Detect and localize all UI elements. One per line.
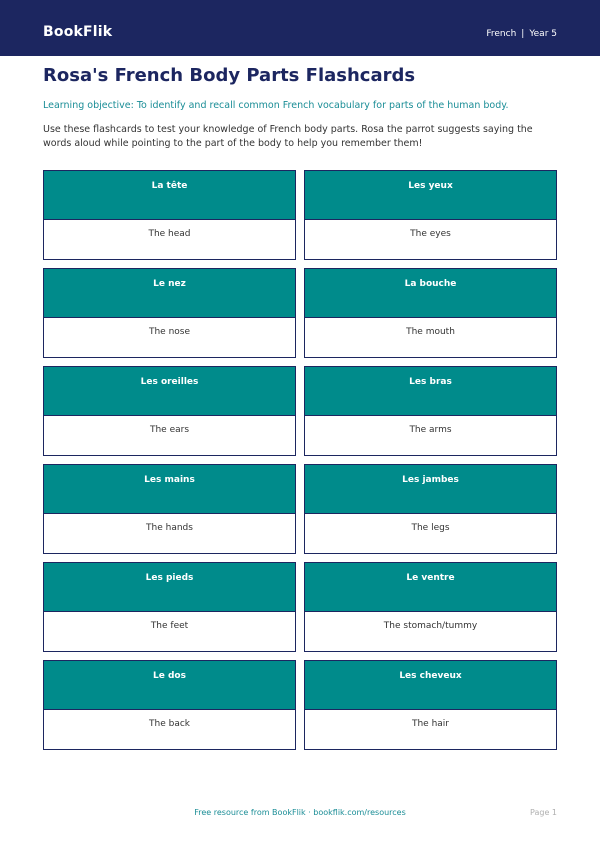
flashcard-french: Les mains [44, 465, 295, 514]
flashcard-french: La tête [44, 171, 295, 220]
year-label: Year 5 [529, 29, 557, 39]
flashcard [43, 366, 296, 456]
flashcard [304, 660, 557, 750]
flashcard-english: The hair [411, 719, 450, 729]
learning-objective: Learning objective: To identify and recall common French vocabulary for parts of the human body. [43, 100, 509, 111]
brand-logo[interactable]: BookFlik [43, 24, 113, 40]
flashcard-french: Les yeux [305, 171, 556, 220]
flashcard-english: The ears [149, 425, 190, 435]
flashcard-french: Le nez [44, 269, 295, 318]
flashcard [304, 366, 557, 456]
flashcard [304, 562, 557, 652]
subject-year [486, 27, 557, 41]
flashcard [43, 170, 296, 260]
flashcard [43, 562, 296, 652]
page-title: Rosa's French Body Parts Flashcards [43, 65, 416, 86]
flashcard-english: The mouth [406, 327, 455, 337]
flashcard-french: Le dos [44, 661, 295, 710]
header-bar [0, 0, 600, 56]
flashcard-english: The nose [148, 327, 191, 337]
subject-label: French [486, 29, 517, 39]
flashcard-french: Les pieds [44, 563, 295, 612]
flashcard-french: Les jambes [305, 465, 556, 514]
flashcard-english: The hands [146, 523, 193, 533]
flashcard-english: The eyes [410, 229, 451, 239]
flashcard [304, 268, 557, 358]
flashcard-english: The legs [411, 523, 450, 533]
flashcard [43, 464, 296, 554]
flashcard [304, 464, 557, 554]
flashcard [43, 660, 296, 750]
flashcard-french: La bouche [305, 269, 556, 318]
flashcard-french: Les bras [305, 367, 556, 416]
flashcard-french: Les oreilles [44, 367, 295, 416]
flashcard-grid [43, 170, 557, 750]
flashcard-english: The stomach/tummy [383, 621, 478, 631]
page-number: Page 1 [530, 808, 557, 817]
intro-text: Use these flashcards to test your knowledge of French body parts. Rosa the parrot suggests saying the words aloud while pointing to the part of the body to help you remember them! [43, 124, 533, 149]
flashcard-english: The arms [409, 425, 452, 435]
flashcard-french: Le ventre [305, 563, 556, 612]
flashcard [304, 170, 557, 260]
flashcard-english: The feet [150, 621, 189, 631]
flashcard-english: The back [149, 719, 190, 729]
footer-link[interactable]: Free resource from BookFlik · bookflik.com/resources [194, 808, 406, 817]
flashcard [43, 268, 296, 358]
flashcard-french: Les cheveux [305, 661, 556, 710]
flashcard-english: The head [148, 229, 191, 239]
meta-separator: | [521, 29, 525, 39]
